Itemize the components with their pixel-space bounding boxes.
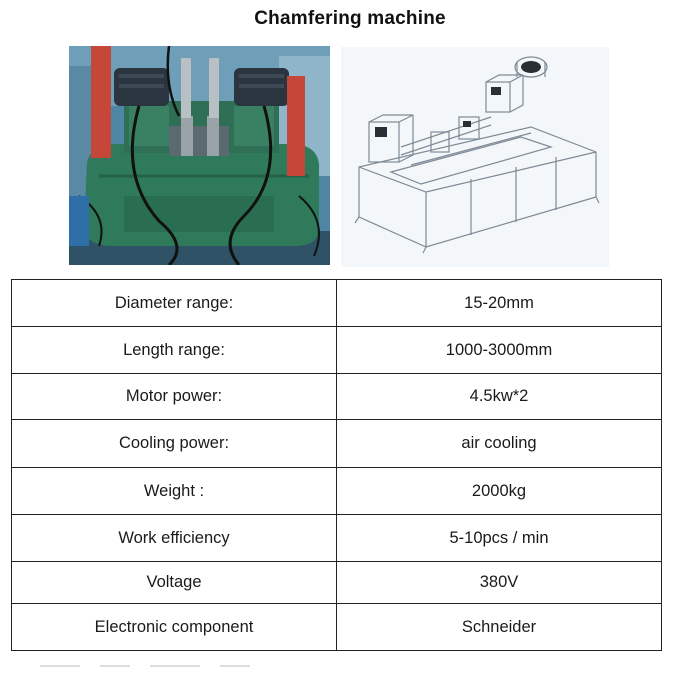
spec-label: Motor power: [12, 374, 337, 420]
spec-label: Work efficiency [12, 515, 337, 562]
table-row [12, 515, 662, 562]
spec-label: Weight : [12, 468, 337, 515]
spec-value: Schneider [337, 604, 662, 651]
spec-value: 380V [337, 562, 662, 604]
spec-label: Length range: [12, 327, 337, 374]
spec-label: Diameter range: [12, 280, 337, 327]
table-row [12, 280, 662, 327]
spec-label: Electronic component [12, 604, 337, 651]
machine-drawing-icon [341, 47, 609, 267]
spec-value: 4.5kw*2 [337, 374, 662, 420]
table-row [12, 604, 662, 651]
table-row [12, 374, 662, 420]
spec-table [11, 279, 662, 651]
spec-label: Cooling power: [12, 420, 337, 468]
spec-value: 1000-3000mm [337, 327, 662, 374]
spec-value: 5-10pcs / min [337, 515, 662, 562]
table-row [12, 420, 662, 468]
machine-drawing [341, 47, 609, 267]
spec-label: Voltage [12, 562, 337, 604]
machine-photo [69, 46, 330, 265]
table-row [12, 327, 662, 374]
machine-photo-icon [69, 46, 330, 265]
spec-value: air cooling [337, 420, 662, 468]
table-row [12, 468, 662, 515]
spec-value: 15-20mm [337, 280, 662, 327]
page-title: Chamfering machine [254, 8, 446, 29]
table-row [12, 562, 662, 604]
spec-value: 2000kg [337, 468, 662, 515]
faint-divider [40, 664, 270, 668]
